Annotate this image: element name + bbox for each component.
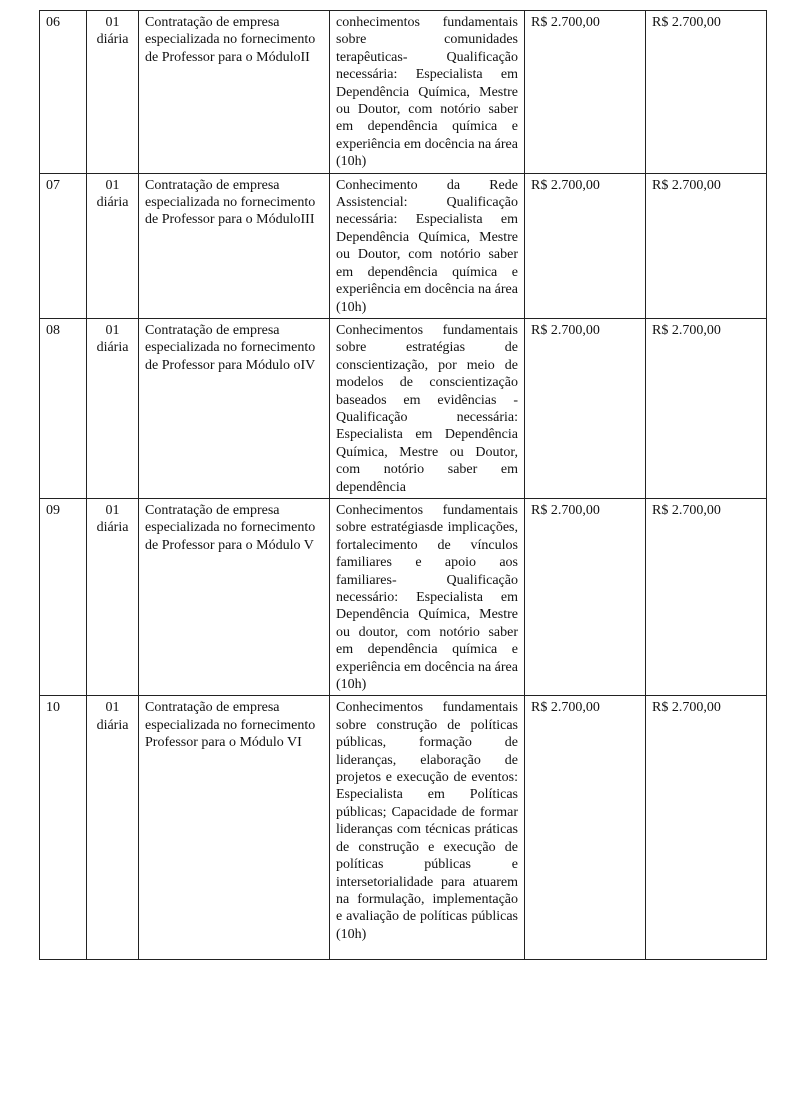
item-number-cell: 07: [40, 173, 87, 318]
table-row: [40, 11, 767, 174]
total-value-cell: R$ 2.700,00: [646, 498, 767, 695]
description-cell: Contratação de empresa especializada no fornecimento Professor para o Módulo VI: [139, 696, 330, 960]
quantity-cell: [87, 318, 139, 498]
quantity-cell: [87, 696, 139, 960]
item-number-cell: 10: [40, 696, 87, 960]
quantity-number: 01: [105, 15, 120, 30]
quantity-number: 01: [105, 322, 120, 338]
requirements-cell: Conhecimentos fundamentais sobre estratégias de conscientização, por meio de modelos de conscientização baseados em evidências - Qualificação necessária: Especialista em Dependência Química, Mestre ou Doutor, com notório saber em dependência: [330, 318, 525, 498]
quantity-cell: [87, 498, 139, 695]
description-cell: Contratação de empresa especializada no fornecimento de Professor para o Módulo V: [139, 498, 330, 695]
description-cell: Contratação de empresa especializada no fornecimento de Professor para o MóduloIII: [139, 173, 330, 318]
item-number-cell: 08: [40, 318, 87, 498]
description-cell: Contratação de empresa especializada no fornecimento de Professor para o MóduloII: [139, 11, 330, 174]
requirements-cell: conhecimentos fundamentais sobre comunidades terapêuticas- Qualificação necessária: Especialista em Dependência Química, Mestre ou Doutor, com notório saber em dependência química e experiência em docência na área (10h): [330, 11, 525, 174]
item-number-cell: 06: [40, 11, 87, 174]
table-row: [40, 173, 767, 318]
unit-value-cell: R$ 2.700,00: [525, 11, 646, 174]
requirements-cell: Conhecimentos fundamentais sobre construção de políticas públicas, formação de lideranças, elaboração de projetos e execução de eventos: Especialista em Políticas públicas; Capacidade de formar lideranças com técnicas práticas de construção e execução de políticas públicas e intersetorialidade para atuarem na formulação, implementação e avaliação de políticas públicas (10h): [330, 696, 525, 960]
unit-value-cell: R$ 2.700,00: [525, 318, 646, 498]
quantity-unit: diária: [96, 520, 129, 536]
quantity-unit: diária: [96, 195, 129, 211]
items-table: [39, 10, 767, 960]
item-number-cell: 09: [40, 498, 87, 695]
quantity-unit: diária: [96, 32, 129, 48]
total-value-cell: R$ 2.700,00: [646, 173, 767, 318]
requirements-cell: Conhecimentos fundamentais sobre estratégiasde implicações, fortalecimento de vínculos familiares e apoio aos familiares- Qualificação necessário: Especialista em Dependência Química, Mestre ou doutor, com notório saber em dependência química e experiência em docência na área (10h): [330, 498, 525, 695]
quantity-number: 01: [105, 700, 120, 716]
total-value-cell: R$ 2.700,00: [646, 11, 767, 174]
total-value-cell: R$ 2.700,00: [646, 318, 767, 498]
unit-value-cell: R$ 2.700,00: [525, 498, 646, 695]
quantity-unit: diária: [96, 717, 129, 733]
table-row: [40, 696, 767, 960]
description-cell: Contratação de empresa especializada no fornecimento de Professor para Módulo oIV: [139, 318, 330, 498]
quantity-number: 01: [105, 502, 120, 518]
quantity-number: 01: [105, 177, 120, 193]
quantity-cell: [87, 173, 139, 318]
unit-value-cell: R$ 2.700,00: [525, 696, 646, 960]
table-row: [40, 498, 767, 695]
table-row: [40, 318, 767, 498]
unit-value-cell: R$ 2.700,00: [525, 173, 646, 318]
total-value-cell: R$ 2.700,00: [646, 696, 767, 960]
quantity-cell: [87, 11, 139, 174]
quantity-unit: diária: [96, 340, 129, 356]
requirements-cell: Conhecimento da Rede Assistencial: Qualificação necessária: Especialista em Dependência Química, Mestre ou Doutor, com notório saber em dependência química e experiência em docência na área (10h): [330, 173, 525, 318]
